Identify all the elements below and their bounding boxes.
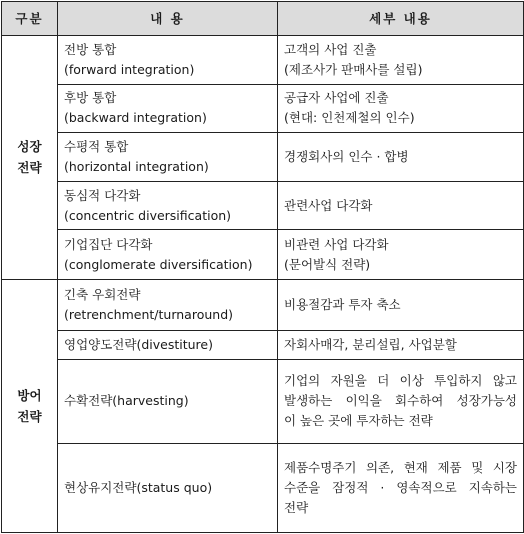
content-cell xyxy=(58,181,278,230)
content-title: 수확전략(harvesting) xyxy=(64,393,189,409)
content-cell xyxy=(58,279,278,330)
detail-line: 기업의 자원을 더 이상 투입하지 않고 xyxy=(284,373,517,389)
header-content: 내 용 xyxy=(58,2,278,36)
detail-line: 비용절감과 투자 축소 xyxy=(284,296,401,312)
strategy-table xyxy=(1,1,524,533)
content-subtitle: (concentric diversification) xyxy=(64,207,232,223)
content-cell xyxy=(58,330,278,359)
table-row xyxy=(2,133,524,182)
detail-line: 발생하는 이익을 회수하여 성장가능성 xyxy=(284,393,517,409)
header-detail: 세부 내용 xyxy=(278,2,524,36)
table-row xyxy=(2,36,524,85)
detail-cell xyxy=(278,230,524,280)
group-label-line: 전략 xyxy=(17,408,42,424)
detail-line: (문어발식 전략) xyxy=(284,256,371,272)
content-subtitle: (horizontal integration) xyxy=(64,158,209,174)
detail-line: 고객의 사업 진출 xyxy=(284,41,377,57)
detail-cell xyxy=(278,133,524,182)
detail-line: 자회사매각, 분리설립, 사업분할 xyxy=(284,336,457,352)
detail-line: 이 높은 곳에 투자하는 전략 xyxy=(284,413,433,429)
content-cell xyxy=(58,36,278,85)
table-row xyxy=(2,230,524,280)
detail-line: 경쟁회사의 인수 · 합병 xyxy=(284,148,409,164)
table-row xyxy=(2,359,524,443)
content-cell xyxy=(58,230,278,280)
content-cell xyxy=(58,443,278,532)
content-title: 수평적 통합 xyxy=(64,138,129,154)
detail-line: 관련사업 다각화 xyxy=(284,197,373,213)
content-cell xyxy=(58,84,278,133)
detail-line: (현대: 인천제철의 인수) xyxy=(284,110,415,126)
table-row xyxy=(2,330,524,359)
detail-line: 제품수명주기 의존, 현재 제품 및 시장 xyxy=(284,459,517,475)
group-label-defense xyxy=(2,279,58,532)
detail-cell xyxy=(278,181,524,230)
detail-line: 전략 xyxy=(284,499,309,515)
detail-line: (제조사가 판매사를 설립) xyxy=(284,61,423,77)
header-category: 구분 xyxy=(2,2,58,36)
detail-cell xyxy=(278,279,524,330)
content-title: 현상유지전략(status quo) xyxy=(64,479,213,495)
content-title: 전방 통합 xyxy=(64,41,117,57)
content-subtitle: (conglomerate diversification) xyxy=(64,256,253,272)
detail-line: 수준을 잠정적 · 영속적으로 지속하는 xyxy=(284,479,517,495)
group-label-line: 방어 xyxy=(17,387,42,403)
table-row xyxy=(2,84,524,133)
detail-cell xyxy=(278,443,524,532)
detail-line: 비관련 사업 다각화 xyxy=(284,236,389,252)
content-cell xyxy=(58,359,278,443)
content-title: 기업집단 다각화 xyxy=(64,236,153,252)
group-label-line: 전략 xyxy=(17,160,42,176)
group-label-growth xyxy=(2,36,58,280)
table-row xyxy=(2,443,524,532)
detail-cell xyxy=(278,36,524,85)
content-cell xyxy=(58,133,278,182)
detail-cell xyxy=(278,330,524,359)
content-subtitle: (backward integration) xyxy=(64,110,207,126)
content-title: 영업양도전략(divestiture) xyxy=(64,336,213,352)
content-title: 후방 통합 xyxy=(64,90,117,106)
content-subtitle: (forward integration) xyxy=(64,61,195,77)
table-row xyxy=(2,181,524,230)
group-label-line: 성장 xyxy=(17,139,42,155)
content-title: 긴축 우회전략 xyxy=(64,286,141,302)
table-row xyxy=(2,279,524,330)
detail-line: 공급자 사업에 진출 xyxy=(284,90,389,106)
detail-cell xyxy=(278,84,524,133)
content-subtitle: (retrenchment/turnaround) xyxy=(64,306,234,322)
detail-cell xyxy=(278,359,524,443)
content-title: 동심적 다각화 xyxy=(64,187,141,203)
header-row xyxy=(2,2,524,36)
